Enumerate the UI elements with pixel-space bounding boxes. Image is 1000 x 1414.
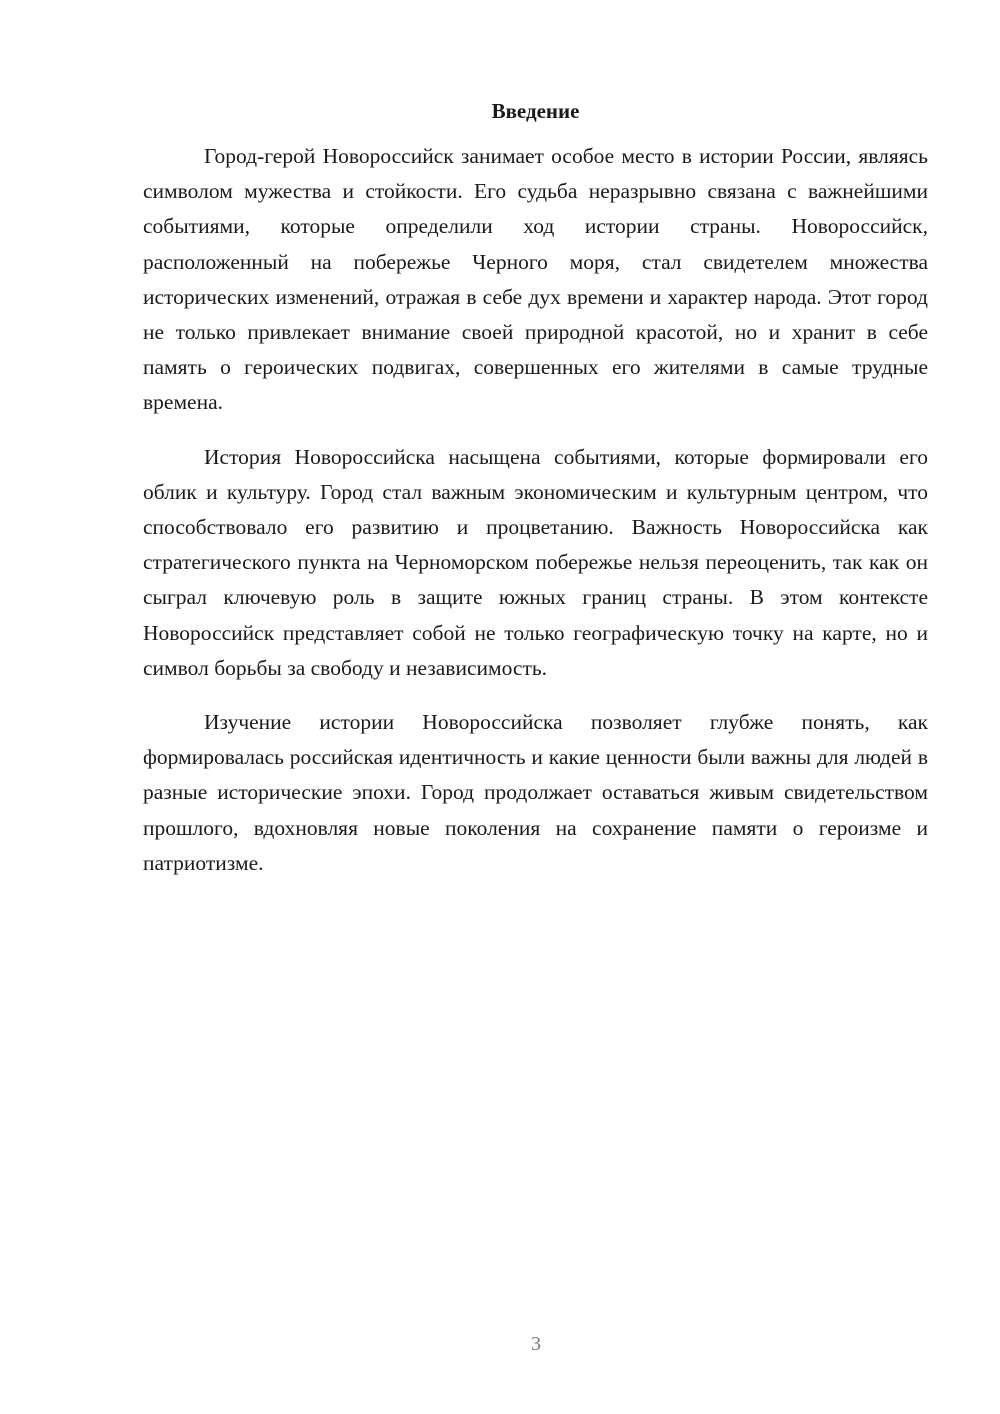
paragraph-3: Изучение истории Новороссийска позволяет глубже понять, как формировалась российская идентичность и какие ценности были важны для людей в разные исторические эпохи. Город продолжает оставаться живым свидетельством прошлого, вдохновляя новые поколения на сохранение памяти о героизме и патриотизме. (143, 710, 928, 875)
paragraph-1: Город-герой Новороссийск занимает особое место в истории России, являясь символом мужества и стойкости. Его судьба неразрывно связана с важнейшими событиями, которые определили ход истории страны. Новороссийск, расположенный на побережье Черного моря, стал свидетелем множества исторических изменений, отражая в себе дух времени и характер народа. Этот город не только привлекает внимание своей природной красотой, но и хранит в себе память о героических подвигах, совершенных его жителями в самые трудные времена. (143, 144, 928, 415)
section-title: Введение (491, 99, 580, 123)
page-number: 3 (531, 1333, 541, 1355)
paragraph-2: История Новороссийска насыщена событиями, которые формировали его облик и культуру. Город стал важным экономическим и культурным центром, что способствовало его развитию и процветанию. Важность Новороссийска как стратегического пункта на Черноморском побережье нельзя переоценить, так как он сыграл ключевую роль в защите южных границ страны. В этом контексте Новороссийск представляет собой не только географическую точку на карте, но и символ борьбы за свободу и независимость. (143, 444, 928, 680)
page-body (143, 95, 928, 900)
